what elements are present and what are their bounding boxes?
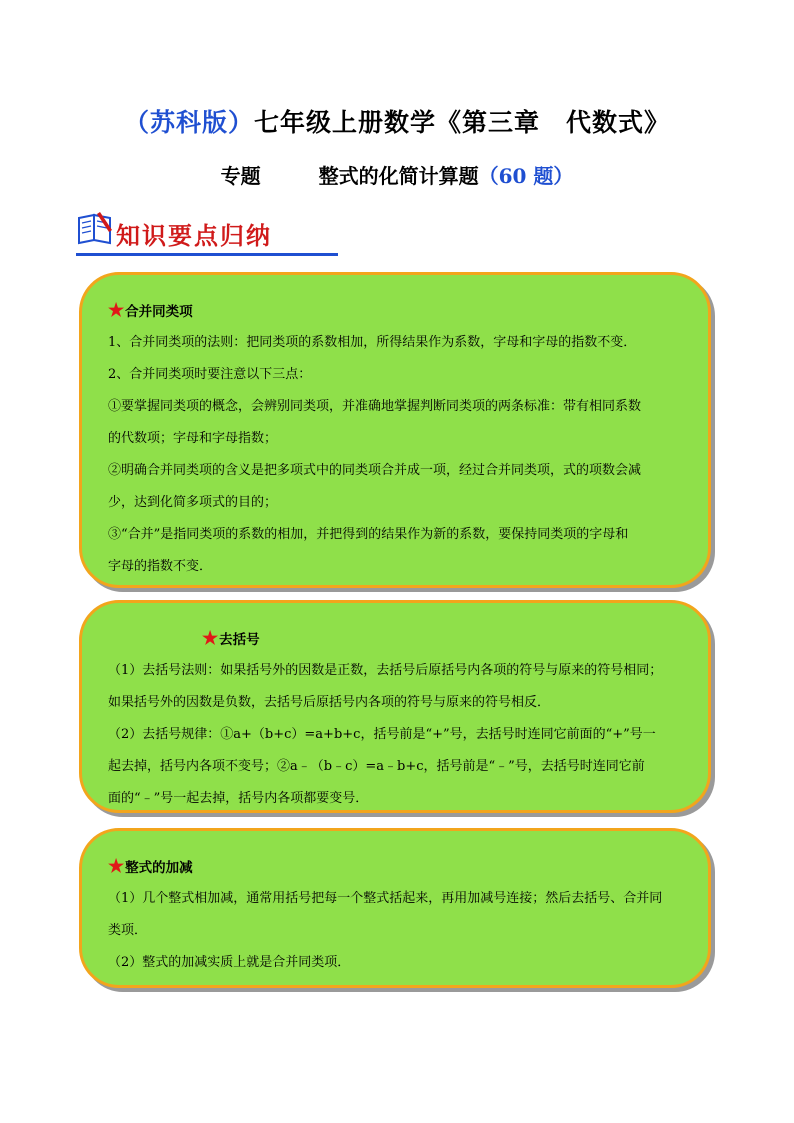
box-line: 类项． — [108, 923, 148, 938]
publisher-label: （苏科版） — [123, 108, 254, 137]
knowledge-box-polynomial-add-subtract — [79, 828, 711, 988]
box-line: （1）去括号法则：如果括号外的因数是正数，去括号后原括号内各项的符号与原来的符号相同； — [108, 663, 663, 678]
box-line: （1）几个整式相加减，通常用括号把每一个整式括起来，再用加减号连接；然后去括号、合并同 — [108, 891, 663, 906]
subtitle-left: 专题 — [220, 164, 261, 188]
box-line: 2、合并同类项时要注意以下三点： — [108, 367, 312, 382]
box-line: 少，达到化简多项式的目的； — [108, 495, 278, 510]
section-header-label: 知识要点归纳 — [116, 221, 272, 250]
box-heading — [108, 851, 688, 883]
title-main: 七年级上册数学《第三章 代数式》 — [254, 108, 671, 137]
box-heading — [108, 623, 688, 655]
box-heading-text: 整式的加减 — [125, 860, 193, 876]
box-line: ③“合并”是指同类项的系数的相加，并把得到的结果作为新的系数，要保持同类项的字母和 — [108, 527, 629, 542]
box-line: 如果括号外的因数是负数，去括号后原括号内各项的符号与原来的符号相反． — [108, 695, 551, 710]
page-subtitle — [0, 160, 794, 189]
box-heading-text: 合并同类项 — [125, 304, 193, 320]
box-heading — [108, 295, 688, 327]
book-icon — [76, 210, 114, 250]
star-icon: ★ — [108, 856, 125, 877]
section-divider — [76, 253, 338, 256]
box-line: 1、合并同类项的法则：把同类项的系数相加，所得结果作为系数，字母和字母的指数不变． — [108, 335, 637, 350]
box-line: （2）整式的加减实质上就是合并同类项． — [108, 955, 351, 970]
box-line: （2）去括号规律：①a+（b+c）=a+b+c，括号前是“+”号，去括号时连同它前面的“+”号一 — [108, 727, 656, 742]
subtitle-count: （60 题） — [478, 164, 574, 188]
section-header — [76, 208, 338, 258]
box-line: 字母的指数不变． — [108, 559, 213, 574]
star-icon: ★ — [202, 628, 219, 649]
page-title — [0, 103, 794, 139]
box-line: ②明确合并同类项的含义是把多项式中的同类项合并成一项，经过合并同类项，式的项数会减 — [108, 463, 642, 478]
box-line: 的代数项；字母和字母指数； — [108, 431, 278, 446]
subtitle-main: 整式的化简计算题 — [318, 164, 479, 188]
knowledge-box-combine-like-terms — [79, 272, 711, 588]
star-icon: ★ — [108, 300, 125, 321]
knowledge-box-remove-brackets — [79, 600, 711, 813]
box-line: 起去掉，括号内各项不变号；②a﹣（b﹣c）=a﹣b+c，括号前是“﹣”号，去括号时连同它前 — [108, 759, 645, 774]
box-line: 面的“﹣”号一起去掉，括号内各项都要变号． — [108, 791, 369, 806]
box-line: ①要掌握同类项的概念，会辨别同类项，并准确地掌握判断同类项的两条标准：带有相同系数 — [108, 399, 642, 414]
box-heading-text: 去括号 — [219, 632, 260, 648]
